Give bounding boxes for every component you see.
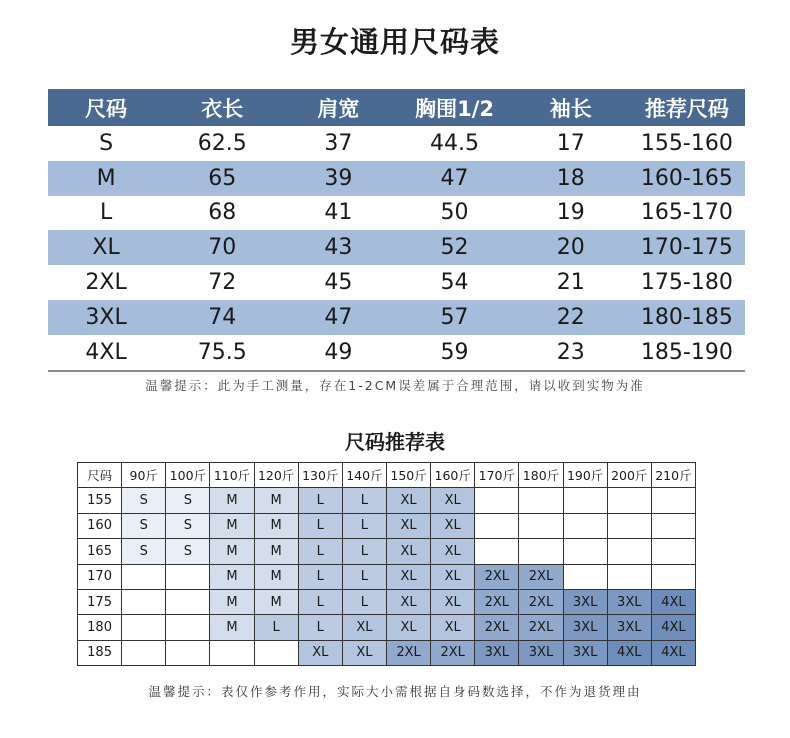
size-chart-cell: 180-185 xyxy=(629,300,745,335)
size-chart-cell: 17 xyxy=(513,126,629,161)
recommended-size-cell: XL xyxy=(298,640,342,665)
recommendation-title: 尺码推荐表 xyxy=(345,430,445,454)
recommended-size-cell: 3XL xyxy=(607,589,651,614)
recommended-size-cell: 2XL xyxy=(431,640,475,665)
recommendation-row xyxy=(78,564,696,589)
size-chart-cell: 47 xyxy=(396,161,512,196)
size-chart-header-cell: 袖长 xyxy=(513,89,629,126)
recommended-size-cell xyxy=(563,513,607,538)
size-chart-table xyxy=(48,89,745,372)
recommended-size-cell: 2XL xyxy=(519,564,563,589)
recommended-size-cell: M xyxy=(210,539,254,564)
reference-note: 温馨提示：表仅作参考作用，实际大小需根据自身码数选择，不作为退货理由 xyxy=(148,684,642,699)
recommended-size-cell: XL xyxy=(342,640,386,665)
size-chart-cell: 175-180 xyxy=(629,265,745,300)
recommended-size-cell: XL xyxy=(431,564,475,589)
size-chart-cell: 22 xyxy=(513,300,629,335)
weight-header-cell: 180斤 xyxy=(519,463,563,488)
recommended-size-cell xyxy=(607,488,651,513)
recommended-size-cell xyxy=(607,539,651,564)
recommendation-row xyxy=(78,513,696,538)
recommended-size-cell xyxy=(166,615,210,640)
recommended-size-cell: M xyxy=(210,615,254,640)
recommended-size-cell: XL xyxy=(386,615,430,640)
recommendation-row xyxy=(78,539,696,564)
size-chart-row xyxy=(48,196,745,231)
size-chart-cell: 170-175 xyxy=(629,230,745,265)
recommended-size-cell: M xyxy=(254,564,298,589)
recommended-size-cell: S xyxy=(166,539,210,564)
size-chart-cell: 74 xyxy=(164,300,280,335)
recommended-size-cell xyxy=(651,488,695,513)
recommended-size-cell: L xyxy=(254,615,298,640)
size-chart-cell: XL xyxy=(48,230,164,265)
height-cell: 180 xyxy=(78,615,122,640)
size-chart-row xyxy=(48,265,745,300)
recommended-size-cell: 3XL xyxy=(519,640,563,665)
weight-header-cell: 210斤 xyxy=(651,463,695,488)
recommended-size-cell: 2XL xyxy=(519,589,563,614)
recommendation-body xyxy=(78,488,696,666)
recommended-size-cell: 3XL xyxy=(563,615,607,640)
recommended-size-cell: L xyxy=(342,488,386,513)
size-chart-cell: 44.5 xyxy=(396,126,512,161)
recommended-size-cell: L xyxy=(298,564,342,589)
size-chart-cell: 19 xyxy=(513,196,629,231)
recommended-size-cell: L xyxy=(298,615,342,640)
recommended-size-cell: XL xyxy=(342,615,386,640)
size-chart-cell: 59 xyxy=(396,335,512,371)
size-chart-header-row xyxy=(48,89,745,126)
recommended-size-cell xyxy=(519,488,563,513)
recommended-size-cell: S xyxy=(122,488,166,513)
size-chart-header-cell: 推荐尺码 xyxy=(629,89,745,126)
weight-header-cell: 150斤 xyxy=(386,463,430,488)
recommended-size-cell xyxy=(563,564,607,589)
recommended-size-cell xyxy=(475,513,519,538)
weight-header-cell: 120斤 xyxy=(254,463,298,488)
size-chart-cell: 68 xyxy=(164,196,280,231)
size-chart-row xyxy=(48,335,745,371)
recommendation-row xyxy=(78,488,696,513)
corner-header-cell: 尺码 xyxy=(78,463,122,488)
size-chart-cell: 45 xyxy=(280,265,396,300)
size-chart-header-cell: 胸围1/2 xyxy=(396,89,512,126)
size-chart-cell: 23 xyxy=(513,335,629,371)
recommended-size-cell: M xyxy=(210,513,254,538)
recommended-size-cell: L xyxy=(342,513,386,538)
size-chart-cell: 37 xyxy=(280,126,396,161)
weight-header-cell: 130斤 xyxy=(298,463,342,488)
size-chart-cell: 43 xyxy=(280,230,396,265)
recommended-size-cell: M xyxy=(210,488,254,513)
recommended-size-cell: L xyxy=(298,539,342,564)
recommended-size-cell: 3XL xyxy=(475,640,519,665)
weight-header-cell: 110斤 xyxy=(210,463,254,488)
size-chart-cell: 47 xyxy=(280,300,396,335)
recommended-size-cell: S xyxy=(122,539,166,564)
recommended-size-cell xyxy=(122,615,166,640)
recommended-size-cell: M xyxy=(210,564,254,589)
weight-header-cell: 200斤 xyxy=(607,463,651,488)
recommended-size-cell: S xyxy=(166,488,210,513)
size-recommendation-table xyxy=(77,462,696,666)
size-chart-cell: S xyxy=(48,126,164,161)
recommended-size-cell: L xyxy=(298,589,342,614)
recommended-size-cell xyxy=(651,539,695,564)
recommended-size-cell: S xyxy=(122,513,166,538)
recommendation-row xyxy=(78,615,696,640)
height-cell: 155 xyxy=(78,488,122,513)
size-chart-cell: 72 xyxy=(164,265,280,300)
recommended-size-cell: XL xyxy=(431,539,475,564)
recommended-size-cell: 2XL xyxy=(519,615,563,640)
size-chart-cell: M xyxy=(48,161,164,196)
recommendation-row xyxy=(78,640,696,665)
weight-header-cell: 100斤 xyxy=(166,463,210,488)
size-chart-cell: 49 xyxy=(280,335,396,371)
size-chart-cell: 21 xyxy=(513,265,629,300)
recommended-size-cell: XL xyxy=(431,589,475,614)
recommended-size-cell: L xyxy=(342,589,386,614)
height-cell: 175 xyxy=(78,589,122,614)
recommended-size-cell xyxy=(519,539,563,564)
recommended-size-cell: XL xyxy=(386,539,430,564)
recommended-size-cell: XL xyxy=(386,513,430,538)
size-chart-cell: 39 xyxy=(280,161,396,196)
weight-header-cell: 170斤 xyxy=(475,463,519,488)
weight-header-cell: 190斤 xyxy=(563,463,607,488)
size-chart-cell: 50 xyxy=(396,196,512,231)
recommended-size-cell: 3XL xyxy=(563,640,607,665)
size-chart-body xyxy=(48,126,745,371)
weight-header-row xyxy=(78,463,696,488)
weight-header-cell: 90斤 xyxy=(122,463,166,488)
size-chart-cell: 4XL xyxy=(48,335,164,371)
size-chart-row xyxy=(48,161,745,196)
height-cell: 160 xyxy=(78,513,122,538)
recommended-size-cell xyxy=(475,539,519,564)
size-chart-header-cell: 肩宽 xyxy=(280,89,396,126)
height-cell: 165 xyxy=(78,539,122,564)
recommended-size-cell: 4XL xyxy=(651,615,695,640)
recommended-size-cell xyxy=(166,640,210,665)
size-chart-cell: 54 xyxy=(396,265,512,300)
recommended-size-cell: M xyxy=(254,513,298,538)
size-chart-row xyxy=(48,230,745,265)
size-chart-cell: 185-190 xyxy=(629,335,745,371)
recommended-size-cell xyxy=(563,539,607,564)
recommended-size-cell: M xyxy=(254,488,298,513)
recommended-size-cell: S xyxy=(166,513,210,538)
size-chart-cell: 70 xyxy=(164,230,280,265)
recommended-size-cell: 2XL xyxy=(475,615,519,640)
recommended-size-cell: 4XL xyxy=(607,640,651,665)
recommended-size-cell xyxy=(166,564,210,589)
measurement-note: 温馨提示：此为手工测量，存在1-2CM误差属于合理范围，请以收到实物为准 xyxy=(145,378,645,393)
size-chart-cell: 65 xyxy=(164,161,280,196)
recommended-size-cell: 4XL xyxy=(651,640,695,665)
recommended-size-cell xyxy=(475,488,519,513)
recommended-size-cell: XL xyxy=(431,513,475,538)
size-chart-cell: 62.5 xyxy=(164,126,280,161)
recommended-size-cell: 2XL xyxy=(386,640,430,665)
size-chart-cell: 2XL xyxy=(48,265,164,300)
weight-header-cell: 160斤 xyxy=(431,463,475,488)
recommended-size-cell xyxy=(519,513,563,538)
height-cell: 170 xyxy=(78,564,122,589)
recommended-size-cell xyxy=(166,589,210,614)
recommended-size-cell: L xyxy=(298,513,342,538)
recommended-size-cell: XL xyxy=(386,589,430,614)
size-chart-row xyxy=(48,300,745,335)
size-chart-cell: 20 xyxy=(513,230,629,265)
recommended-size-cell xyxy=(607,564,651,589)
recommended-size-cell: XL xyxy=(431,615,475,640)
recommended-size-cell xyxy=(254,640,298,665)
size-chart-cell: L xyxy=(48,196,164,231)
recommended-size-cell xyxy=(210,640,254,665)
recommended-size-cell: M xyxy=(254,539,298,564)
size-chart-header-cell: 尺码 xyxy=(48,89,164,126)
recommended-size-cell xyxy=(607,513,651,538)
recommended-size-cell: XL xyxy=(386,488,430,513)
recommended-size-cell xyxy=(563,488,607,513)
recommended-size-cell: 3XL xyxy=(607,615,651,640)
size-chart-cell: 57 xyxy=(396,300,512,335)
recommended-size-cell: M xyxy=(254,589,298,614)
recommended-size-cell: 2XL xyxy=(475,589,519,614)
recommended-size-cell: XL xyxy=(431,488,475,513)
size-chart-cell: 75.5 xyxy=(164,335,280,371)
recommended-size-cell: M xyxy=(210,589,254,614)
height-cell: 185 xyxy=(78,640,122,665)
recommended-size-cell: L xyxy=(342,564,386,589)
weight-header-cell: 140斤 xyxy=(342,463,386,488)
recommended-size-cell: 4XL xyxy=(651,589,695,614)
size-chart-cell: 41 xyxy=(280,196,396,231)
recommended-size-cell: L xyxy=(298,488,342,513)
page-title: 男女通用尺码表 xyxy=(289,25,500,59)
recommended-size-cell: 3XL xyxy=(563,589,607,614)
recommended-size-cell xyxy=(122,589,166,614)
size-chart-cell: 155-160 xyxy=(629,126,745,161)
recommended-size-cell: 2XL xyxy=(475,564,519,589)
recommended-size-cell xyxy=(122,564,166,589)
size-chart-cell: 3XL xyxy=(48,300,164,335)
recommended-size-cell xyxy=(651,564,695,589)
size-chart-cell: 165-170 xyxy=(629,196,745,231)
size-chart-cell: 52 xyxy=(396,230,512,265)
size-chart-header-cell: 衣长 xyxy=(164,89,280,126)
recommendation-row xyxy=(78,589,696,614)
size-chart-row xyxy=(48,126,745,161)
recommended-size-cell: XL xyxy=(386,564,430,589)
recommended-size-cell: L xyxy=(342,539,386,564)
recommended-size-cell xyxy=(651,513,695,538)
size-chart-cell: 160-165 xyxy=(629,161,745,196)
recommended-size-cell xyxy=(122,640,166,665)
size-chart-cell: 18 xyxy=(513,161,629,196)
